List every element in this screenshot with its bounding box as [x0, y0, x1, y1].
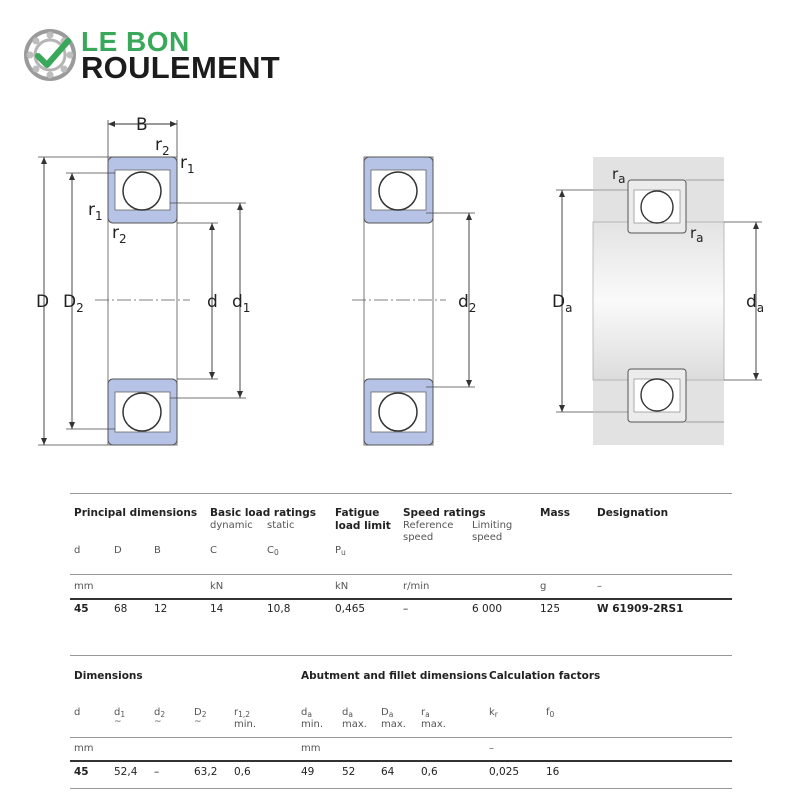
t1-sym-D: D: [114, 545, 122, 556]
t2-val-d1: 52,4: [114, 766, 138, 778]
label-ra-right: $r_a$: [690, 224, 704, 245]
t2-group-dimensions: Dimensions: [74, 670, 143, 682]
t2-val-f0: 16: [546, 766, 560, 778]
t1-speed-ref-1: Reference: [403, 520, 454, 531]
logo-text-le-bon: LE BON: [81, 26, 190, 57]
t1-sym-C0: $C_0$: [267, 545, 279, 557]
t1-sym-Pu: $P_u$: [335, 545, 346, 557]
t1-unit-rmin: r/min: [403, 581, 430, 592]
label-B: B: [136, 115, 148, 135]
table1-top-rule: [70, 493, 732, 494]
label-D2: $D_2$: [63, 292, 84, 315]
t1-sym-d: d: [74, 545, 81, 556]
t1-speed-ref-2: speed: [403, 532, 434, 543]
t1-unit-mm: mm: [74, 581, 94, 592]
t2-sym-kr: $k_r$: [489, 707, 498, 719]
label-d1: $d_1$: [232, 292, 251, 315]
t2-unit-mm-2: mm: [301, 743, 321, 754]
t2-group-abutment: Abutment and fillet dimensions: [301, 670, 488, 682]
t1-val-d: 45: [74, 603, 89, 615]
table2-bottom-rule: [70, 788, 732, 789]
t1-group-fatigue-1: Fatigue: [335, 507, 380, 519]
t2-sym-D2: $D_2$ ~: [194, 707, 207, 727]
t2-sym-r12: $r_{1,2}$ min.: [234, 707, 257, 730]
table1-unit-rule: [70, 574, 732, 575]
t1-val-ref-speed: –: [403, 603, 409, 615]
t1-val-B: 12: [154, 603, 168, 615]
t1-val-C: 14: [210, 603, 224, 615]
logo-text-roulement: ROULEMENT: [81, 50, 281, 85]
label-ra-top: $r_a$: [612, 165, 626, 186]
t2-val-D2: 63,2: [194, 766, 218, 778]
label-da: $d_a$: [746, 292, 765, 315]
t2-sym-ra-max: $r_a$ max.: [421, 707, 446, 730]
t1-unit-g: g: [540, 581, 547, 592]
t2-val-r12: 0,6: [234, 766, 251, 778]
t1-val-Pu: 0,465: [335, 603, 366, 615]
t2-val-ra: 0,6: [421, 766, 438, 778]
t1-basic-static: static: [267, 520, 295, 531]
t2-sym-d1: $d_1$ ~: [114, 707, 126, 727]
t2-unit-mm: mm: [74, 743, 94, 754]
t2-sym-d2: $d_2$ ~: [154, 707, 166, 727]
t2-group-calc: Calculation factors: [489, 670, 601, 682]
label-r1-top: $r_1$: [180, 153, 195, 176]
label-r2-left: $r_2$: [112, 223, 127, 246]
t2-val-da-max: 52: [342, 766, 356, 778]
table2-row-rule: [70, 760, 732, 762]
t1-group-mass: Mass: [540, 507, 571, 519]
label-d2: $d_2$: [458, 292, 477, 315]
t1-group-designation: Designation: [597, 507, 669, 519]
t1-group-principal: Principal dimensions: [74, 507, 198, 519]
t1-group-fatigue-2: load limit: [335, 520, 391, 532]
t1-val-designation[interactable]: W 61909-2RS1: [597, 603, 684, 615]
t1-sym-B: B: [154, 545, 161, 556]
t2-val-d: 45: [74, 766, 89, 778]
t2-sym-f0: $f_0$: [546, 707, 555, 719]
t2-val-kr: 0,025: [489, 766, 520, 778]
t2-sym-da-max: $d_a$ max.: [342, 707, 367, 730]
table2-top-rule: [70, 655, 732, 656]
table1-row-rule: [70, 598, 732, 600]
table2-unit-rule: [70, 737, 732, 738]
t1-group-speed: Speed ratings: [403, 507, 486, 519]
t1-sym-C: C: [210, 545, 217, 556]
label-Da: $D_a$: [552, 292, 573, 315]
t1-val-lim-speed: 6 000: [472, 603, 503, 615]
t1-group-basic: Basic load ratings: [210, 507, 317, 519]
t1-unit-kN: kN: [210, 581, 224, 592]
t1-val-C0: 10,8: [267, 603, 291, 615]
t1-val-mass: 125: [540, 603, 561, 615]
label-D: D: [36, 292, 50, 312]
t1-val-D: 68: [114, 603, 128, 615]
t2-val-da: 49: [301, 766, 315, 778]
t1-unit-dash: –: [597, 581, 602, 592]
t2-sym-da-min: $d_a$ min.: [301, 707, 324, 730]
t2-val-Da: 64: [381, 766, 395, 778]
t1-basic-dynamic: dynamic: [210, 520, 253, 531]
t2-unit-dash: –: [489, 743, 494, 754]
t2-val-d2: –: [154, 766, 160, 778]
label-r1-left: $r_1$: [88, 200, 103, 223]
label-d: d: [207, 292, 218, 312]
t2-sym-d: d: [74, 707, 81, 718]
label-r2-top: $r_2$: [155, 135, 170, 158]
t2-sym-Da-max: $D_a$ max.: [381, 707, 406, 730]
t1-speed-lim-2: speed: [472, 532, 503, 543]
t1-unit-kN-2: kN: [335, 581, 349, 592]
t1-speed-lim-1: Limiting: [472, 520, 513, 531]
